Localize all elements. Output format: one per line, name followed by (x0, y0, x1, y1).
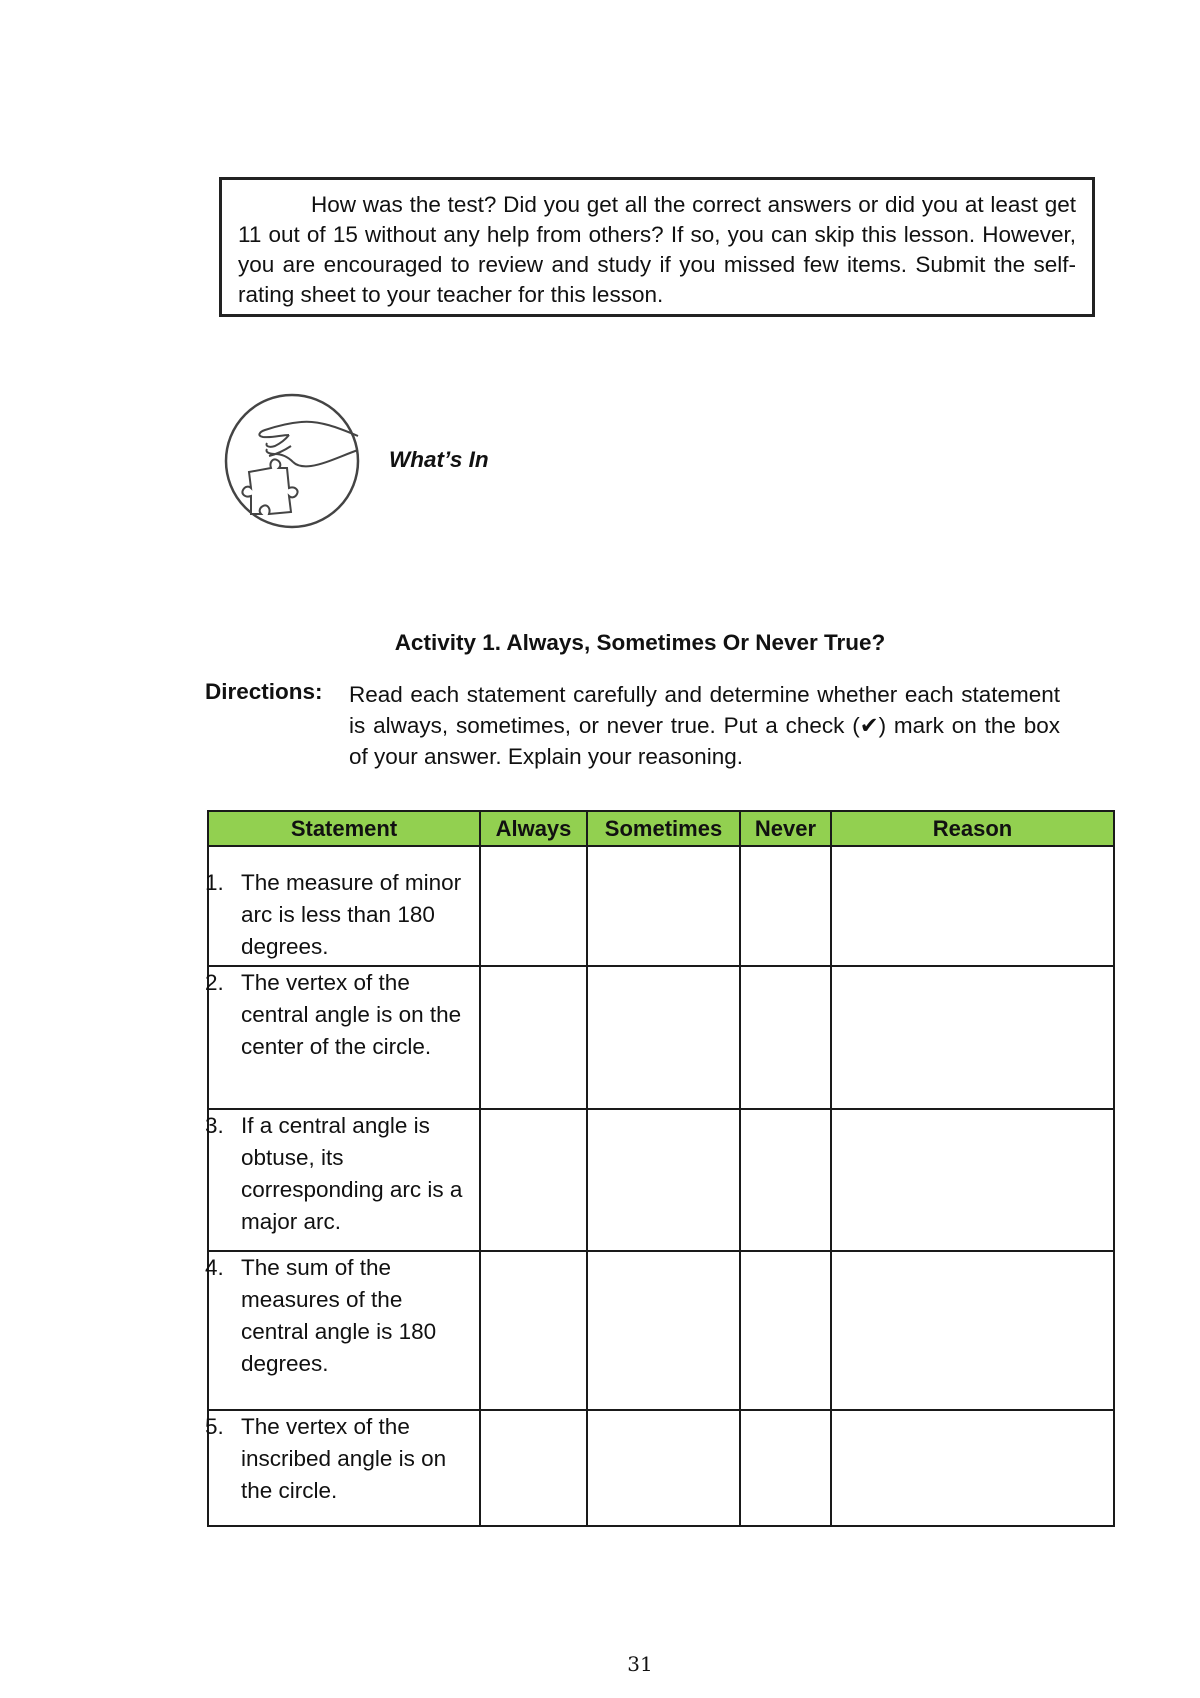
statement-text: The vertex of the inscribed angle is on the circle. (241, 1414, 447, 1503)
statement-number: 5. (205, 1414, 224, 1439)
section-title: What’s In (389, 447, 489, 472)
always-check-box[interactable] (480, 846, 587, 966)
never-check-box[interactable] (740, 1410, 831, 1526)
sometimes-check-box[interactable] (587, 1410, 740, 1526)
statement-number: 3. (205, 1113, 224, 1138)
statement-cell (205, 1109, 480, 1251)
sometimes-check-box[interactable] (587, 1251, 740, 1410)
statement-text: The measure of minor arc is less than 180 degrees. (241, 870, 462, 959)
never-check-box[interactable] (740, 1109, 831, 1251)
reason-field[interactable] (831, 846, 1114, 966)
statement-cell (205, 846, 480, 966)
reason-field[interactable] (831, 1109, 1114, 1251)
reason-field[interactable] (831, 966, 1114, 1109)
always-check-box[interactable] (480, 966, 587, 1109)
always-check-box[interactable] (480, 1251, 587, 1410)
statement-text: If a central angle is obtuse, its corresponding arc is a major arc. (241, 1113, 463, 1234)
reason-field[interactable] (831, 1410, 1114, 1526)
header-never: Never (740, 811, 831, 846)
table-row (208, 1410, 1114, 1526)
header-statement: Statement (208, 811, 480, 846)
table-header-row (208, 811, 1114, 846)
header-always: Always (480, 811, 587, 846)
header-reason: Reason (831, 811, 1114, 846)
directions-label: Directions: (205, 679, 323, 704)
statement-cell (205, 1251, 480, 1410)
self-check-note-box (219, 177, 1095, 317)
activity-table (207, 810, 1115, 1527)
reason-field[interactable] (831, 1251, 1114, 1410)
table-row (208, 1251, 1114, 1410)
sometimes-check-box[interactable] (587, 1109, 740, 1251)
hand-holding-puzzle-piece-icon (219, 388, 364, 533)
statement-cell (205, 966, 480, 1109)
statement-text: The vertex of the central angle is on the center of the circle. (241, 970, 462, 1059)
header-sometimes: Sometimes (587, 811, 740, 846)
always-check-box[interactable] (480, 1109, 587, 1251)
always-check-box[interactable] (480, 1410, 587, 1526)
never-check-box[interactable] (740, 966, 831, 1109)
table-row (208, 966, 1114, 1109)
directions-text: Read each statement carefully and determine whether each statement is always, sometimes, or never true. Put a check (✔) mark on the box of your answer. Explain your reasoning. (349, 682, 1060, 769)
statement-number: 2. (205, 970, 224, 995)
activity-title: Activity 1. Always, Sometimes Or Never True? (394, 630, 886, 655)
table-row (208, 1109, 1114, 1251)
never-check-box[interactable] (740, 846, 831, 966)
sometimes-check-box[interactable] (587, 966, 740, 1109)
statement-number: 1. (205, 870, 224, 895)
statement-text: The sum of the measures of the central angle is 180 degrees. (241, 1255, 437, 1376)
never-check-box[interactable] (740, 1251, 831, 1410)
table-row (208, 846, 1114, 966)
sometimes-check-box[interactable] (587, 846, 740, 966)
page-number: 31 (627, 1652, 653, 1676)
self-check-note-text: How was the test? Did you get all the correct answers or did you at least get 11 out of 15 without any help from others? If so, you can skip this lesson. However, you are encouraged to review and study if you missed few items. Submit the self-rating sheet to your teacher for this lesson. (238, 192, 1076, 307)
statement-cell (205, 1410, 480, 1526)
statement-number: 4. (205, 1255, 224, 1280)
